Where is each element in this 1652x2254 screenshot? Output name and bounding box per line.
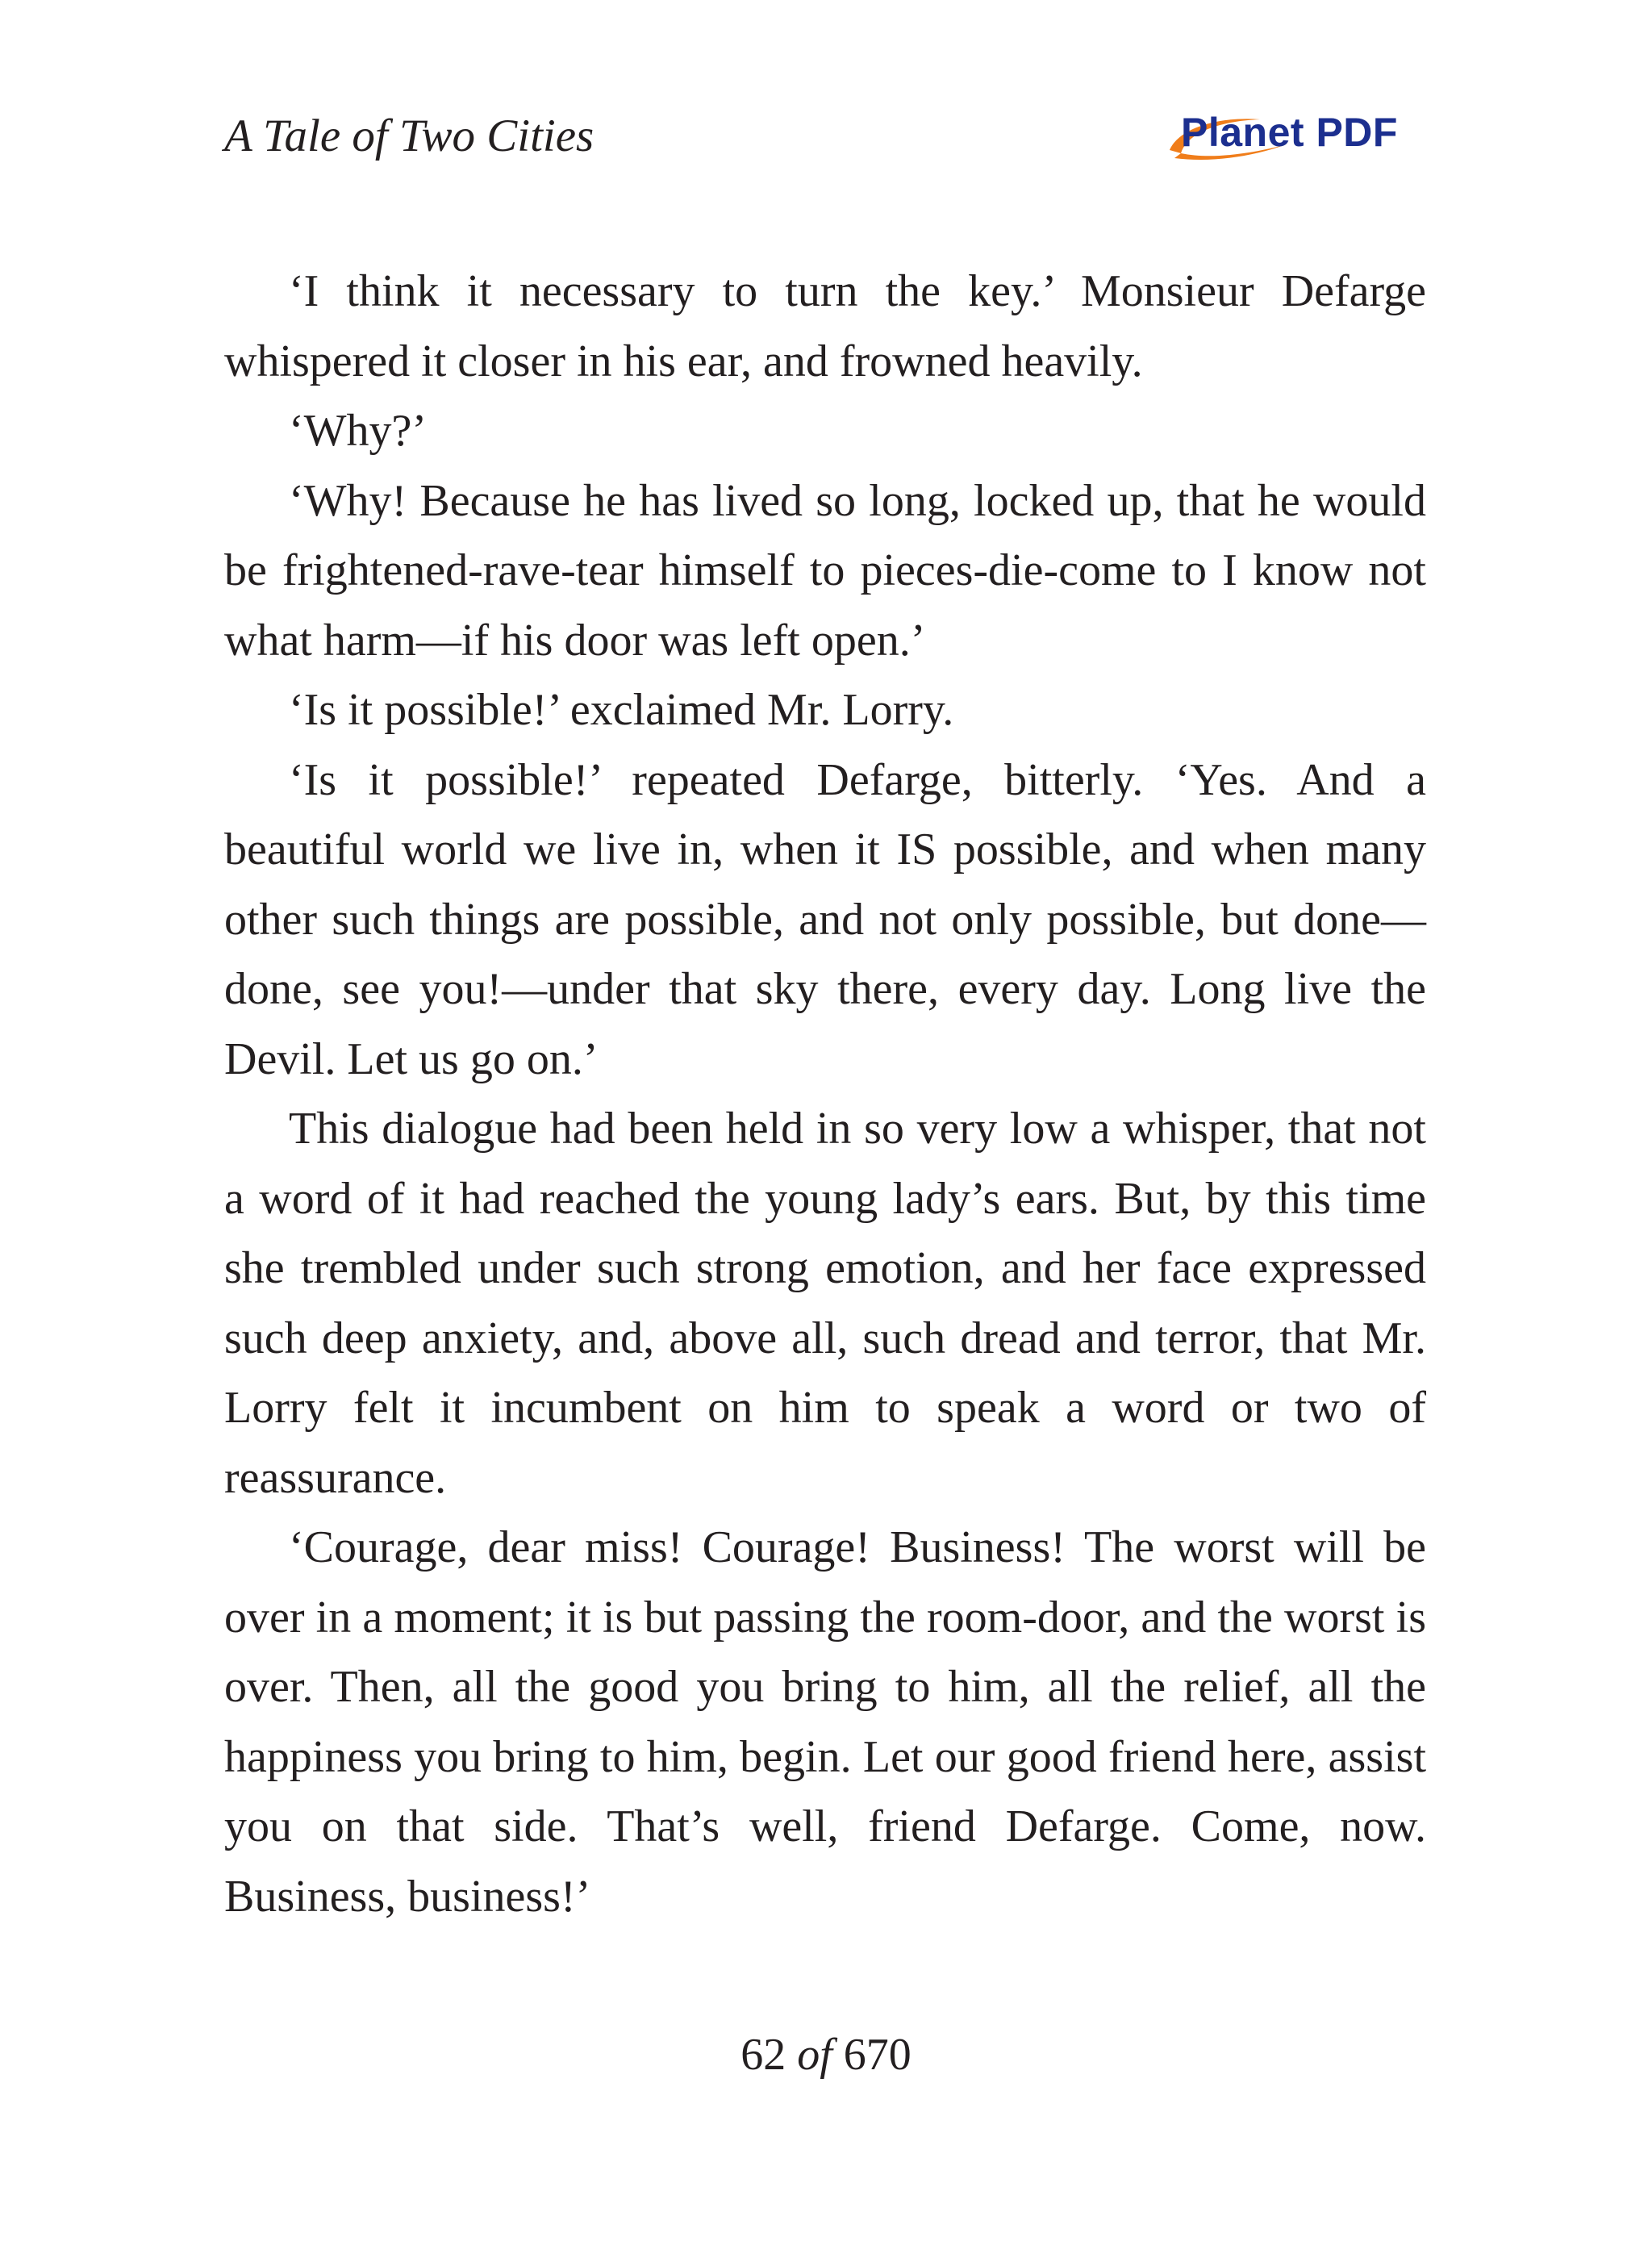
paragraph: ‘Why! Because he has lived so long, locked up, that he would be frightened-rave-tear himself to pieces-die-come to I know not what harm—if his door was left open.’ — [224, 475, 1426, 666]
paragraph: ‘I think it necessary to turn the key.’ Monsieur Defarge whispered it closer in his ear, and frowned heavily. — [224, 266, 1426, 386]
paragraph: ‘Is it possible!’ exclaimed Mr. Lorry. — [289, 685, 954, 735]
logo-text: Planet PDF — [1181, 110, 1398, 155]
page-of-word: of — [797, 2030, 832, 2080]
paragraph: ‘Why?’ — [289, 406, 428, 456]
total-pages: 670 — [843, 2030, 912, 2080]
paragraph: This dialogue had been held in so very low a whisper, that not a word of it had reached the young lady’s ears. But, by this time she trembled under such strong emotion, and her face expressed such deep anxiety, and, above all, such dread and terror, that Mr. Lorry felt it incumbent on him to speak a word or two of reassurance. — [224, 1104, 1426, 1503]
page-number: 62 — [740, 2030, 786, 2080]
planet-pdf-logo — [1163, 103, 1413, 168]
paragraph: ‘Is it possible!’ repeated Defarge, bitterly. ‘Yes. And a beautiful world we live in, when it IS possible, and when many other such things are possible, and not only possible, but done—done, see you!—under that sky there, every day. Long live the Devil. Let us go on.’ — [224, 754, 1426, 1084]
paragraph: ‘Courage, dear miss! Courage! Business! The worst will be over in a moment; it is but passing the room-door, and the worst is over. Then, all the good you bring to him, all the relief, all the happiness you bring to him, begin. Let our good friend here, assist you on that side. That’s well, friend Defarge. Come, now. Business, business!’ — [224, 1522, 1426, 1922]
body-text — [224, 257, 1426, 1931]
page-footer — [0, 2027, 1652, 2083]
book-title: A Tale of Two Cities — [224, 111, 594, 161]
page-header — [224, 103, 1426, 176]
